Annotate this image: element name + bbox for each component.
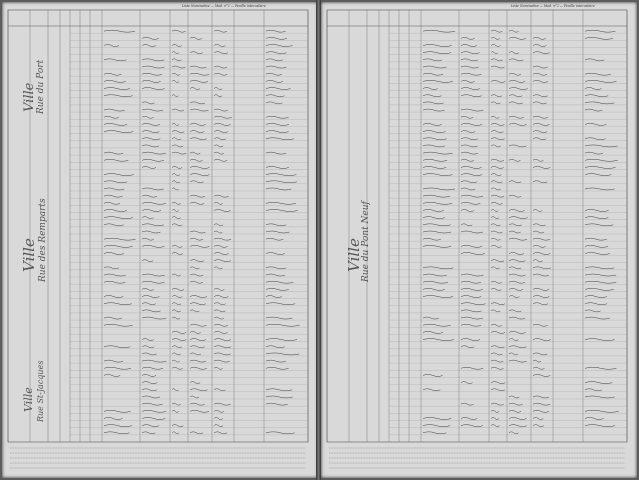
left-margin-note-1: Ville xyxy=(22,82,37,112)
left-margin-note-2: Rue du Port xyxy=(36,59,46,114)
left-margin-note-4: Rue des Remparts xyxy=(38,198,48,282)
left-page-header: Liste Nominative — Mod. n°2 — Feuille intercalaire xyxy=(182,4,266,8)
left-page xyxy=(2,2,318,478)
left-margin-note-5: Ville xyxy=(22,387,35,412)
left-census-table xyxy=(2,2,318,478)
right-margin-note-2: Rue du Pont Neuf xyxy=(361,201,371,282)
left-margin-note-6: Rue St-Jacques xyxy=(36,360,45,422)
right-page-header: Liste Nominative — Mod. n°2 — Feuille intercalaire xyxy=(511,4,595,8)
right-margin-note-1: Ville xyxy=(345,238,363,272)
left-margin-note-3: Ville xyxy=(20,238,38,272)
right-page xyxy=(321,2,637,478)
